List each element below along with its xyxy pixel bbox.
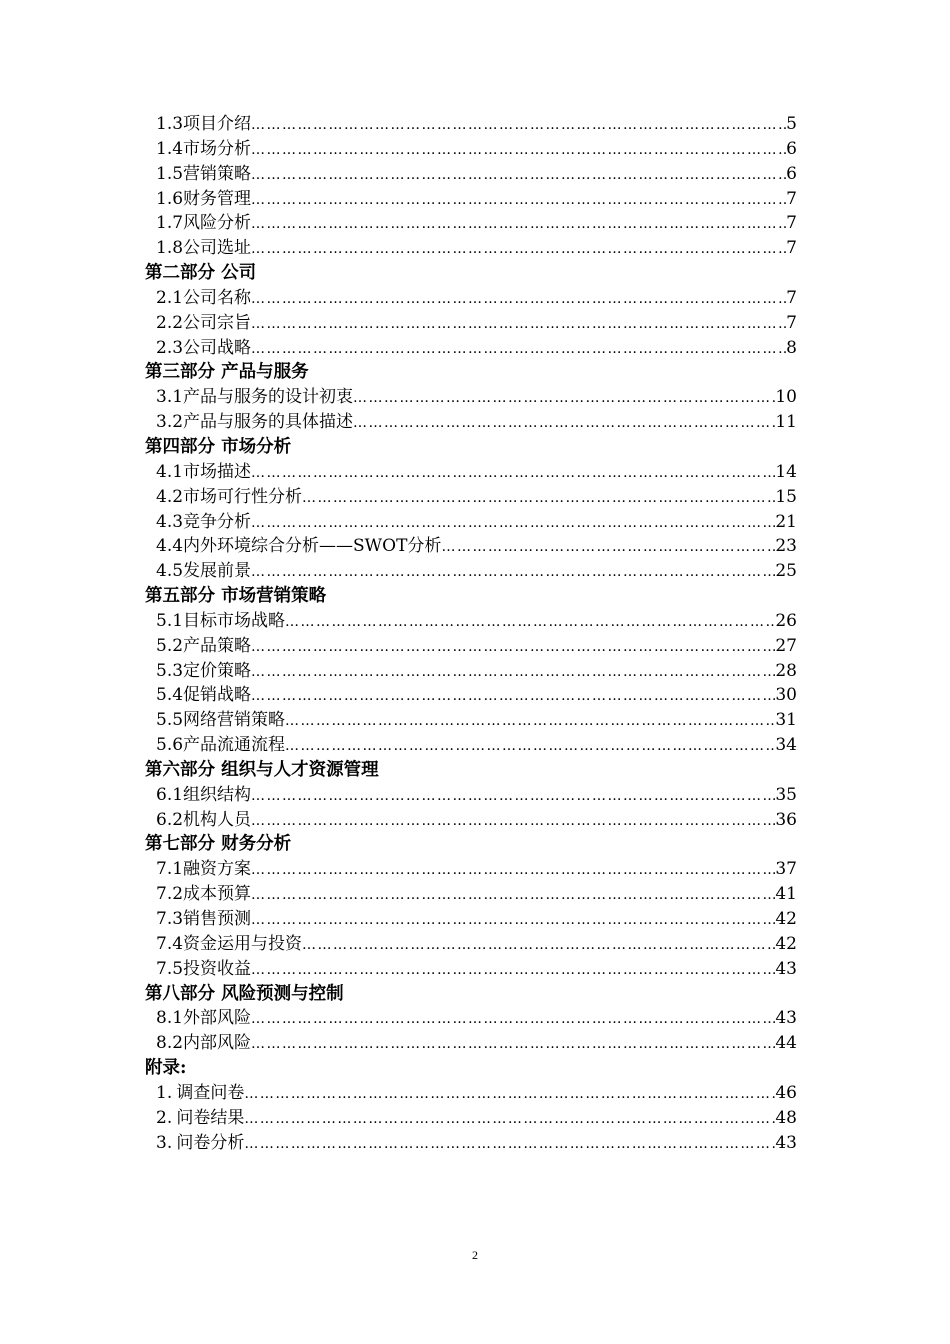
dot-leader xyxy=(251,660,775,684)
entry-label: 1.3项目介绍 xyxy=(156,114,252,134)
dot-leader xyxy=(285,734,775,758)
entry-page-number: 30 xyxy=(775,685,797,706)
toc-appendix-entry xyxy=(145,1081,797,1106)
dot-leader xyxy=(251,188,786,212)
dot-leader xyxy=(251,958,775,982)
entry-page-number: 42 xyxy=(775,909,797,929)
entry-page-number: 6 xyxy=(786,138,797,159)
toc-appendix-entry xyxy=(145,1106,797,1131)
section-heading-label: 第七部分 财务分析 xyxy=(145,834,292,855)
entry-page-number: 7 xyxy=(786,238,797,259)
toc-entry xyxy=(145,162,797,187)
entry-page-number: 21 xyxy=(775,511,797,532)
toc-entry xyxy=(145,733,797,758)
entry-page-number: 31 xyxy=(775,710,797,731)
entry-label: 7.5投资收益 xyxy=(156,958,252,979)
dot-leader xyxy=(251,287,786,311)
entry-label: 问卷分析 xyxy=(176,1132,245,1153)
entry-page-number: 15 xyxy=(775,486,797,507)
entry-page-number: 26 xyxy=(775,610,797,631)
entry-label: 6.2机构人员 xyxy=(156,809,252,830)
toc-entry xyxy=(145,708,797,733)
toc-entry xyxy=(145,683,797,708)
dot-leader xyxy=(251,212,786,236)
entry-page-number: 43 xyxy=(775,958,797,979)
entry-label: 4.4内外环境综合分析——SWOT分析 xyxy=(156,536,442,557)
toc-entry xyxy=(145,187,797,212)
toc-entry xyxy=(145,211,797,236)
dot-leader xyxy=(251,635,775,659)
toc-entry xyxy=(145,783,797,808)
toc-entry xyxy=(145,957,797,982)
toc-entry xyxy=(145,112,797,137)
toc-section-heading xyxy=(145,1056,797,1081)
entry-page-number: 46 xyxy=(775,1082,797,1103)
entry-label: 8.1外部风险 xyxy=(156,1008,252,1029)
entry-page-number: 7 xyxy=(786,287,797,308)
entry-label: 4.3竞争分析 xyxy=(156,511,252,532)
section-heading-label: 第二部分 公司 xyxy=(145,263,257,284)
entry-page-number: 42 xyxy=(775,933,797,954)
toc-entry xyxy=(145,857,797,882)
entry-label: 问卷结果 xyxy=(176,1107,245,1128)
dot-leader xyxy=(244,1132,775,1156)
entry-label: 5.1目标市场战略 xyxy=(156,610,286,631)
dot-leader xyxy=(441,535,775,559)
dot-leader xyxy=(285,610,775,634)
section-heading-label: 第六部分 组织与人才资源管理 xyxy=(145,759,379,780)
entry-label: 调查问卷 xyxy=(176,1082,245,1103)
toc-section-heading xyxy=(145,758,797,783)
entry-page-number: 43 xyxy=(775,1132,797,1153)
entry-label: 2.3公司战略 xyxy=(156,337,252,358)
toc-section-heading xyxy=(145,261,797,286)
entry-label: 5.3定价策略 xyxy=(156,660,252,681)
section-heading-label: 第四部分 市场分析 xyxy=(145,436,292,457)
dot-leader xyxy=(251,684,775,708)
entry-page-number: 34 xyxy=(775,735,797,756)
toc-entry xyxy=(145,882,797,907)
entry-page-number: 8 xyxy=(786,337,797,358)
dot-leader xyxy=(251,784,775,808)
dot-leader xyxy=(302,486,775,510)
dot-leader xyxy=(251,163,786,187)
dot-leader xyxy=(251,511,775,535)
appendix-number: 2. xyxy=(156,1107,173,1128)
entry-label: 1.5营销策略 xyxy=(156,163,252,184)
toc-entry xyxy=(145,460,797,485)
dot-leader xyxy=(251,560,775,584)
entry-label: 4.5发展前景 xyxy=(156,561,252,582)
entry-page-number: 5 xyxy=(786,114,797,134)
entry-page-number: 35 xyxy=(775,784,797,805)
dot-leader xyxy=(251,337,786,361)
toc-entry xyxy=(145,659,797,684)
entry-page-number: 6 xyxy=(786,163,797,184)
page-number: 2 xyxy=(472,1248,478,1262)
entry-label: 3.2产品与服务的具体描述 xyxy=(156,412,354,433)
toc-section-heading xyxy=(145,832,797,857)
toc-entry xyxy=(145,634,797,659)
dot-leader xyxy=(353,411,775,435)
entry-page-number: 37 xyxy=(775,859,797,880)
entry-label: 1.7风险分析 xyxy=(156,213,252,234)
toc-entry xyxy=(145,1031,797,1056)
toc-section-heading xyxy=(145,360,797,385)
toc-entry xyxy=(145,907,797,932)
dot-leader xyxy=(251,312,786,336)
entry-page-number: 7 xyxy=(786,188,797,209)
entry-page-number: 27 xyxy=(775,635,797,656)
toc-entry xyxy=(145,559,797,584)
entry-page-number: 23 xyxy=(775,536,797,557)
dot-leader xyxy=(251,1007,775,1031)
entry-page-number: 25 xyxy=(775,561,797,582)
entry-label: 1.6财务管理 xyxy=(156,188,252,209)
table-of-contents xyxy=(145,112,797,1155)
entry-page-number: 41 xyxy=(775,884,797,905)
entry-page-number: 28 xyxy=(775,660,797,681)
entry-label: 1.4市场分析 xyxy=(156,138,252,159)
toc-entry xyxy=(145,510,797,535)
entry-page-number: 7 xyxy=(786,312,797,333)
toc-section-heading xyxy=(145,435,797,460)
entry-label: 5.6产品流通流程 xyxy=(156,735,286,756)
toc-appendix-entry xyxy=(145,1131,797,1156)
entry-label: 3.1产品与服务的设计初衷 xyxy=(156,387,354,408)
toc-entry xyxy=(145,808,797,833)
toc-entry xyxy=(145,137,797,162)
entry-label: 6.1组织结构 xyxy=(156,784,252,805)
section-heading-label: 第五部分 市场营销策略 xyxy=(145,586,327,607)
appendix-number: 3. xyxy=(156,1132,173,1153)
entry-page-number: 43 xyxy=(775,1008,797,1029)
dot-leader xyxy=(251,809,775,833)
toc-entry xyxy=(145,336,797,361)
entry-label: 5.4促销战略 xyxy=(156,685,252,706)
toc-entry xyxy=(145,385,797,410)
toc-section-heading xyxy=(145,584,797,609)
appendix-number: 1. xyxy=(156,1082,173,1103)
entry-page-number: 10 xyxy=(775,387,797,408)
dot-leader xyxy=(251,908,775,932)
entry-label: 2.1公司名称 xyxy=(156,287,252,308)
toc-section-heading xyxy=(145,982,797,1007)
entry-page-number: 14 xyxy=(775,461,797,482)
dot-leader xyxy=(251,858,775,882)
entry-page-number: 7 xyxy=(786,213,797,234)
entry-label: 1.8公司选址 xyxy=(156,238,252,259)
dot-leader xyxy=(285,709,775,733)
dot-leader xyxy=(302,933,775,957)
toc-entry xyxy=(145,932,797,957)
dot-leader xyxy=(353,386,775,410)
toc-entry xyxy=(145,286,797,311)
entry-page-number: 48 xyxy=(775,1107,797,1128)
entry-page-number: 36 xyxy=(775,809,797,830)
section-heading-label: 第三部分 产品与服务 xyxy=(145,362,309,383)
dot-leader xyxy=(251,883,775,907)
toc-entry xyxy=(145,609,797,634)
entry-label: 7.4资金运用与投资 xyxy=(156,933,303,954)
toc-entry xyxy=(145,485,797,510)
dot-leader xyxy=(251,237,786,261)
entry-page-number: 44 xyxy=(775,1033,797,1054)
section-heading-label: 第八部分 风险预测与控制 xyxy=(145,983,344,1004)
dot-leader xyxy=(244,1082,775,1106)
dot-leader xyxy=(244,1107,775,1131)
entry-page-number: 11 xyxy=(775,412,797,433)
entry-label: 5.5网络营销策略 xyxy=(156,710,286,731)
entry-label: 5.2产品策略 xyxy=(156,635,252,656)
toc-entry xyxy=(145,1006,797,1031)
entry-label: 4.1市场描述 xyxy=(156,461,252,482)
entry-label: 7.2成本预算 xyxy=(156,884,252,905)
dot-leader xyxy=(251,461,775,485)
entry-label: 4.2市场可行性分析 xyxy=(156,486,303,507)
entry-label: 2.2公司宗旨 xyxy=(156,312,252,333)
entry-label: 8.2内部风险 xyxy=(156,1033,252,1054)
toc-entry xyxy=(145,534,797,559)
dot-leader xyxy=(251,1032,775,1056)
dot-leader xyxy=(251,138,786,162)
section-heading-label: 附录: xyxy=(145,1058,187,1079)
entry-label: 7.3销售预测 xyxy=(156,909,252,929)
dot-leader xyxy=(251,113,786,137)
entry-label: 7.1融资方案 xyxy=(156,859,252,880)
toc-entry xyxy=(145,410,797,435)
toc-entry xyxy=(145,236,797,261)
toc-entry xyxy=(145,311,797,336)
